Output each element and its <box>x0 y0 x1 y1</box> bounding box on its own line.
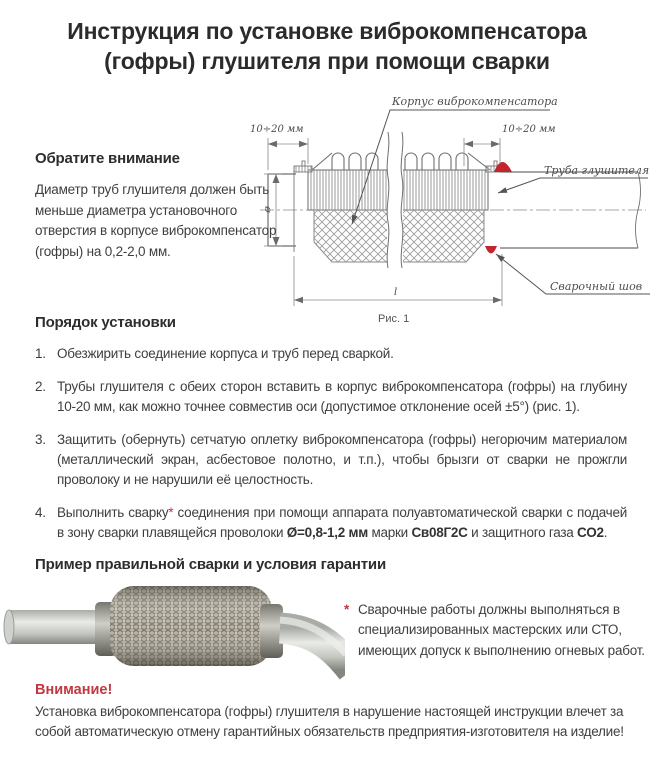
step4-mid2: марки <box>367 524 412 540</box>
step4-end: . <box>603 524 608 540</box>
warning-body: Установка виброкомпенсатора (гофры) глушителя в нарушение настоящей инструкции влечет за собой автоматическую отмену гарантийных обязательств предприятия-изготовителя на изделие! <box>35 704 624 740</box>
wire-diameter-value: Ø=0,8-1,2 мм <box>286 524 368 540</box>
note-heading: Обратите внимание <box>35 150 180 167</box>
note-section <box>35 150 277 262</box>
vibrocompensator-drawing <box>250 86 654 338</box>
weld-seam-bottom <box>485 246 497 254</box>
step-text <box>57 503 627 543</box>
step4-pre: Выполнить сварку <box>57 504 169 520</box>
technical-diagram <box>250 86 654 338</box>
weld-label: Сварочный шов <box>550 280 643 293</box>
note-body: Диаметр труб глушителя должен быть меньше диаметра установочного отверстия в корпусе виброкомпенсатор (гофры) на 0,2-2,0 мм. <box>35 182 277 259</box>
step-text: Обезжирить соединение корпуса и труб перед сваркой. <box>57 346 394 361</box>
page-title <box>0 16 654 77</box>
step-number: 1. <box>35 346 46 361</box>
page-title-line1: Инструкция по установке виброкомпенсатора <box>67 18 587 44</box>
footnote-marker: * <box>344 602 350 617</box>
step-item-4 <box>35 503 627 543</box>
dim-left-label: 10÷20 мм <box>250 124 304 135</box>
steps-section <box>35 314 627 556</box>
step4-mid1: соединения при помощи аппарата полуавтоматической сварки с подачей в зону сварки плавящейся проволоки <box>57 504 627 540</box>
step-text: Трубы глушителя с обеих сторон вставить в корпус виброкомпенсатора (гофры) на глубину 10-20 мм, как можно точнее совместив оси (допустимое отклонение осей ±5°) (рис. 1). <box>57 378 627 414</box>
pipe-label-leader <box>498 178 648 193</box>
right-pipe <box>280 620 345 670</box>
example-heading: Пример правильной сварки и условия гарантии <box>35 556 386 573</box>
product-photo <box>0 582 345 689</box>
left-pipe <box>4 610 103 644</box>
warning-heading: Внимание! <box>35 682 113 698</box>
body-label: Корпус виброкомпенсатора <box>392 95 558 108</box>
gas-value: СО2 <box>577 524 604 540</box>
step-number: 3. <box>35 431 46 447</box>
steps-heading: Порядок установки <box>35 314 176 331</box>
step4-mid3: и защитного газа <box>467 524 578 540</box>
flex-pipe-photo <box>0 582 345 684</box>
footnote-text: Сварочные работы должны выполняться в специализированных мастерских или СТО, имеющих допуск к выполнению огневых работ. <box>358 602 645 658</box>
footnote-asterisk: * <box>168 504 174 520</box>
right-weld-collar <box>260 604 283 658</box>
footnote <box>344 600 646 661</box>
step-text: Защитить (обернуть) сетчатую оплетку виброкомпенсатора (гофры) негорючим материалом (металлический экран, асбестовое полотно, и т.п.), чтобы брызги от сварки не прожгли проволоку и не нарушили её целостность. <box>57 431 627 487</box>
page-title-line2: (гофры) глушителя при помощи сварки <box>104 48 550 75</box>
wire-grade-value: Св08Г2С <box>411 524 468 540</box>
step-number: 4. <box>35 504 46 520</box>
step-item-1 <box>35 344 627 364</box>
dim-diameter-label: ø <box>261 205 274 214</box>
step-number: 2. <box>35 378 46 394</box>
pipe-label: Труба глушителя <box>544 164 650 177</box>
warning-section <box>35 682 641 743</box>
step-item-3 <box>35 430 627 490</box>
step-item-2 <box>35 377 627 417</box>
dim-right-label: 10÷20 мм <box>502 124 556 135</box>
dim-length-label: l <box>394 287 398 298</box>
figure-caption: Рис. 1 <box>378 313 410 325</box>
break-lines <box>387 132 403 268</box>
braid-body <box>110 586 272 666</box>
